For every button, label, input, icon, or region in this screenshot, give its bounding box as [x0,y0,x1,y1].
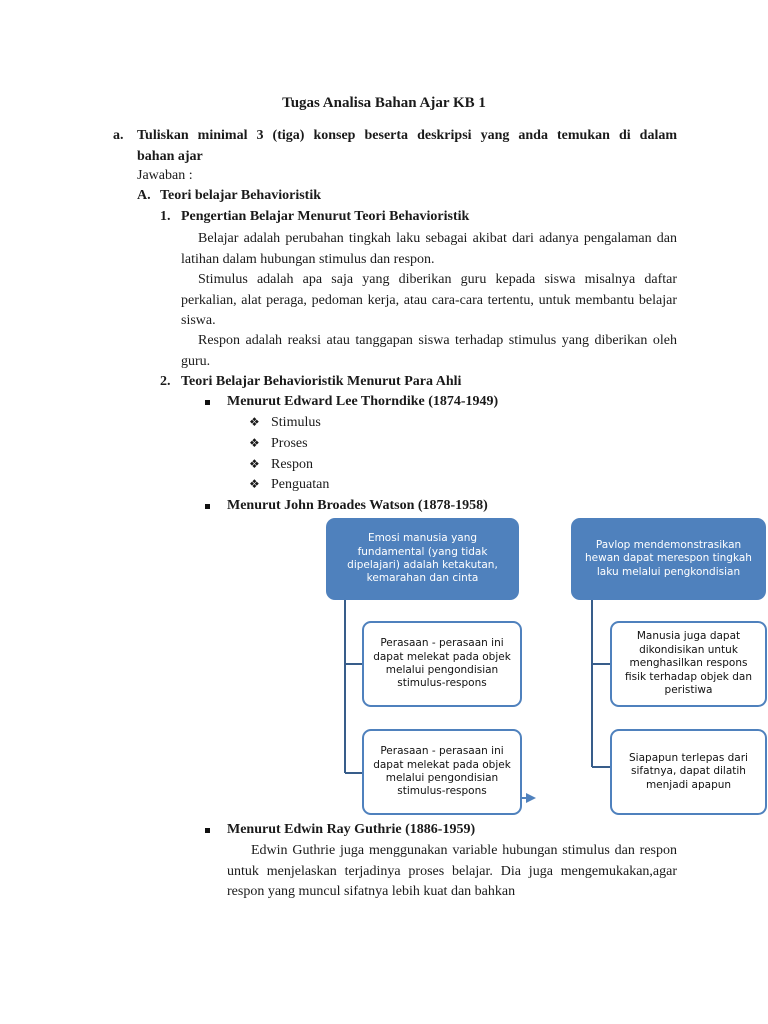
diagram-box-siapapun: Siapapun terlepas dari sifatnya, dapat dilatih menjadi apapun [610,729,767,815]
diamond-bullet-icon: ❖ [249,436,260,450]
item-2-marker: 2. [160,374,171,389]
question-marker: a. [113,128,124,143]
paragraph-respon: Respon adalah reaksi atau tanggapan siswa terhadap stimulus yang diberikan oleh guru. [181,333,677,369]
paragraph-stimulus: Stimulus adalah apa saja yang diberikan guru kepada siswa misalnya daftar perkalian, alat peraga, pedoman kerja, atau cara-cara tertentu, untuk membantu belajar siswa. [181,272,677,328]
section-a-title: Teori belajar Behavioristik [160,188,321,203]
question-line-2: bahan ajar [137,149,203,164]
guthrie-title: Menurut Edwin Ray Guthrie (1886-1959) [227,822,476,837]
thorndike-title: Menurut Edward Lee Thorndike (1874-1949) [227,394,499,409]
document-title: Tugas Analisa Bahan Ajar KB 1 [282,95,486,111]
thorndike-item-penguatan: Penguatan [271,477,330,492]
diamond-bullet-icon: ❖ [249,477,260,491]
thorndike-item-stimulus: Stimulus [271,415,321,430]
paragraph-belajar: Belajar adalah perubahan tingkah laku sebagai akibat dari adanya pengalaman dan latihan dalam hubungan stimulus dan respon. [181,231,677,267]
item-1-title: Pengertian Belajar Menurut Teori Behavioristik [181,209,470,224]
section-a-marker: A. [137,188,151,203]
diagram-box-perasaan-2: Perasaan - perasaan ini dapat melekat pada objek melalui pengondisian stimulus-respons [362,729,522,815]
square-bullet-icon [205,828,210,833]
paragraph-guthrie: Edwin Guthrie juga menggunakan variable hubungan stimulus dan respon untuk menjelaskan terjadinya proses belajar. Dia juga mengemukakan,agar respon yang muncul sifatnya lebih kuat dan bahkan [227,843,677,899]
diagram-box-manusia: Manusia juga dapat dikondisikan untuk menghasilkan respons fisik terhadap objek dan peristiwa [610,621,767,707]
question-line-1: Tuliskan minimal 3 (tiga) konsep beserta deskripsi yang anda temukan di dalam [137,128,677,143]
thorndike-item-proses: Proses [271,436,308,451]
item-2-title: Teori Belajar Behavioristik Menurut Para Ahli [181,374,462,389]
diamond-bullet-icon: ❖ [249,415,260,429]
diamond-bullet-icon: ❖ [249,457,260,471]
watson-title: Menurut John Broades Watson (1878-1958) [227,498,488,513]
item-1-marker: 1. [160,209,171,224]
thorndike-item-respon: Respon [271,457,313,472]
diagram-box-emosi: Emosi manusia yang fundamental (yang tidak dipelajari) adalah ketakutan, kemarahan dan cinta [326,518,519,600]
diagram-box-pavlop: Pavlop mendemonstrasikan hewan dapat merespon tingkah laku melalui pengkondisian [571,518,766,600]
diagram-box-perasaan-1: Perasaan - perasaan ini dapat melekat pada objek melalui pengondisian stimulus-respons [362,621,522,707]
answer-label: Jawaban : [137,168,193,183]
